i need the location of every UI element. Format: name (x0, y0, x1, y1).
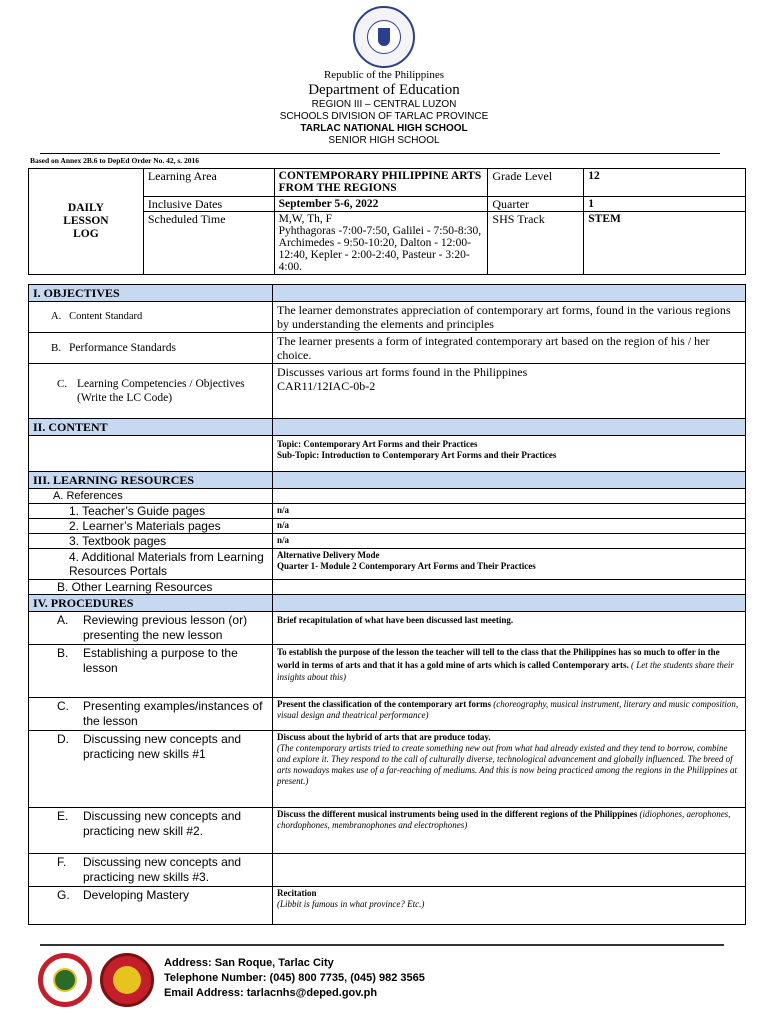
procedure-c-value: Present the classification of the contemporary art forms (choreography, musical instrument, literary and music composition, visual design and theatrical performance) (273, 698, 746, 731)
division-line: SCHOOLS DIVISION OF TARLAC PROVINCE (279, 111, 489, 122)
grade-level-label: Grade Level (488, 169, 584, 197)
shs-track-label: SHS Track (488, 212, 584, 275)
content-standard-label: A. Content Standard (29, 302, 273, 333)
procedure-a-label: A. Reviewing previous lesson (or) presenting the new lesson (29, 612, 273, 645)
school-line: TARLAC NATIONAL HIGH SCHOOL (300, 123, 468, 134)
content-topic: Topic: Contemporary Art Forms and their Practices Sub-Topic: Introduction to Contemporary Art Forms and their Practices (273, 436, 746, 472)
performance-standards-value: The learner presents a form of integrated contemporary art based on the region of his / her choice. (273, 333, 746, 364)
resources-heading: III. LEARNING RESOURCES (29, 472, 273, 489)
teachers-guide-label: 1. Teacher’s Guide pages (29, 504, 273, 519)
objectives-heading: I. OBJECTIVES (29, 285, 273, 302)
procedure-f-label: F. Discussing new concepts and practicing new skills #3. (29, 854, 273, 887)
learning-area-value: CONTEMPORARY PHILIPPINE ARTS FROM THE REGIONS (274, 169, 488, 197)
email-line: Email Address: tarlacnhs@deped.gov.ph (164, 987, 378, 999)
content-heading: II. CONTENT (29, 419, 273, 436)
footer-divider (40, 944, 724, 946)
procedure-g-label: G. Developing Mastery (29, 887, 273, 925)
procedure-e-label: E. Discussing new concepts and practicing new skill #2. (29, 808, 273, 854)
procedures-section (29, 595, 746, 612)
quarter-value: 1 (584, 197, 746, 212)
learners-materials-value: n/a (273, 519, 746, 534)
scheduled-time-value (274, 212, 488, 275)
lesson-table (28, 284, 746, 925)
procedure-d-value: Discuss about the hybrid of arts that are produce today. (The contemporary artists tried to create something new out from what had already existed and they tend to borrow, combine and explore it. They respond to the call of culturally diverse, technological advancement and globally influenced. The breed of arts nowadays makes use of a far-reaching of mediums. And this is now being practiced among the regions in the Philippines at present.) (273, 731, 746, 808)
scheduled-sections: Pyhthagoras -7:00-7:50, Galilei - 7:50-8:30, Archimedes - 9:50-10:20, Dalton - 12:00-12:40, Kepler - 2:00-2:40, Pasteur - 3:20-4:00. (278, 225, 482, 273)
inclusive-dates-label: Inclusive Dates (143, 197, 274, 212)
procedure-d-label: D. Discussing new concepts and practicing new skills #1 (29, 731, 273, 808)
deped-seal-icon (353, 6, 415, 68)
shs-track-value: STEM (584, 212, 746, 275)
learners-materials-label: 2. Learner’s Materials pages (29, 519, 273, 534)
region-line: REGION III – CENTRAL LUZON (311, 99, 457, 110)
objectives-section (29, 285, 746, 302)
school-logo-icon (100, 953, 154, 1007)
contact-block (164, 956, 425, 1001)
department-line: Department of Education (308, 82, 460, 98)
teachers-guide-value: n/a (273, 504, 746, 519)
learning-competencies-label: C. Learning Competencies / Objectives (Write the LC Code) (29, 364, 273, 419)
telephone-line: Telephone Number: (045) 800 7735, (045) 982 3565 (164, 972, 425, 984)
address-line: Address: San Roque, Tarlac City (164, 957, 334, 969)
procedure-b-label: B. Establishing a purpose to the lesson (29, 645, 273, 698)
procedure-a-value: Brief recapitulation of what have been discussed last meeting. (273, 612, 746, 645)
learning-competencies-value: Discusses various art forms found in the Philippines CAR11/12IAC-0b-2 (273, 364, 746, 419)
division-logo-icon (38, 953, 92, 1007)
references-label: A. References (29, 489, 273, 504)
textbook-value: n/a (273, 534, 746, 549)
learning-area-label: Learning Area (143, 169, 274, 197)
header-divider (40, 153, 720, 154)
performance-standards-label: B. Performance Standards (29, 333, 273, 364)
procedure-b-value: To establish the purpose of the lesson the teacher will tell to the class that the Philippines has so much to offer in the world in terms of arts and that it has a gold mine of arts which is called Contemporary arts. ( Let the students share their insights about this) (273, 645, 746, 698)
additional-materials-label: 4. Additional Materials from Learning Resources Portals (29, 549, 273, 580)
resources-section (29, 472, 746, 489)
dll-title: DAILY LESSON LOG (29, 169, 144, 275)
procedures-heading: IV. PROCEDURES (29, 595, 273, 612)
level-line: SENIOR HIGH SCHOOL (328, 135, 440, 146)
republic-line: Republic of the Philippines (323, 69, 445, 81)
procedure-g-value: Recitation (Libbit is famous in what province? Etc.) (273, 887, 746, 925)
content-section (29, 419, 746, 436)
info-table (28, 168, 746, 275)
annex-note: Based on Annex 2B.6 to DepEd Order No. 42, s. 2016 (30, 156, 200, 165)
procedure-c-label: C. Presenting examples/instances of the lesson (29, 698, 273, 731)
grade-level-value: 12 (584, 169, 746, 197)
scheduled-days: M,W, Th, F (278, 213, 333, 225)
quarter-label: Quarter (488, 197, 584, 212)
content-standard-value: The learner demonstrates appreciation of contemporary art forms, found in the various regions by understanding the elements and principles (273, 302, 746, 333)
additional-materials-value: Alternative Delivery Mode Quarter 1- Module 2 Contemporary Art Forms and Their Practices (273, 549, 746, 580)
other-resources-label: B. Other Learning Resources (29, 580, 273, 595)
scheduled-time-label: Scheduled Time (143, 212, 274, 275)
procedure-e-value: Discuss the different musical instruments being used in the different regions of the Philippines (idiophones, aerophones, chordophones, membranophones and electrophones) (273, 808, 746, 854)
letterhead (0, 6, 768, 147)
textbook-label: 3. Textbook pages (29, 534, 273, 549)
inclusive-dates-value: September 5-6, 2022 (274, 197, 488, 212)
